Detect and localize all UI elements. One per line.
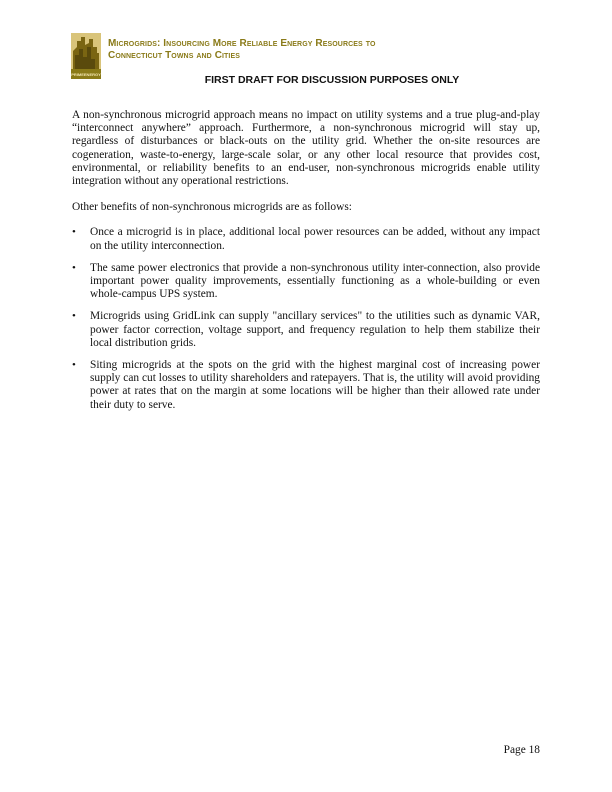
page-number: Page 18 [503, 744, 540, 756]
bullet-icon: • [72, 226, 76, 239]
bullet-icon: • [72, 359, 76, 372]
benefits-list [72, 226, 540, 411]
bullet-icon: • [72, 261, 76, 274]
document-header-title [108, 38, 548, 62]
list-item-text: Siting microgrids at the spots on the grid with the highest marginal cost of increasing power supply can cut losses to utility shareholders and ratepayers. That is, the utility will avoid providing power at rates that on the margin at some locations will be higher than their allowed rate under their duty to serve. [90, 359, 540, 411]
list-item [72, 262, 540, 302]
list-item [72, 359, 540, 412]
bullet-icon: • [72, 310, 76, 323]
list-item [72, 226, 540, 252]
list-item [72, 310, 540, 350]
list-item-text: Once a microgrid is in place, additional local power resources can be added, without any impact on the utility interconnection. [90, 226, 540, 252]
list-item-text: Microgrids using GridLink can supply "ancillary services" to the utilities such as dynamic VAR, power factor correction, voltage support, and frequency regulation to help them stabilize their local distribution grids. [90, 310, 540, 349]
header-title-line-2: Connecticut Towns and Cities [108, 50, 241, 61]
bullets-intro: Other benefits of non-synchronous microgrids are as follows: [72, 201, 352, 214]
draft-notice: FIRST DRAFT FOR DISCUSSION PURPOSES ONLY [204, 74, 460, 86]
logo-caption: PRIMEENERGY [71, 72, 101, 77]
document-body [72, 109, 540, 421]
list-item-text: The same power electronics that provide a non-synchronous utility inter-connection, also provide important power quality improvements, essentially functioning as a whole-building or even whole-campus UPS system. [90, 261, 540, 301]
header-title-line-1: Microgrids: Insourcing More Reliable Energy Resources to [108, 38, 376, 49]
body-paragraph: A non-synchronous microgrid approach means no impact on utility systems and a true plug-and-play “interconnect anywhere” approach. Furthermore, a non-synchronous microgrid will stay up, regardless of disturbances or black-outs on the utility grid. Whether the on-site resources are cogeneration, waste-to-energy, large-scale solar, or any other local resource that provides cost, environmental, or reliability benefits to an end-user, non-synchronous microgrids enable utility integration without any operational restrictions. [72, 109, 540, 188]
